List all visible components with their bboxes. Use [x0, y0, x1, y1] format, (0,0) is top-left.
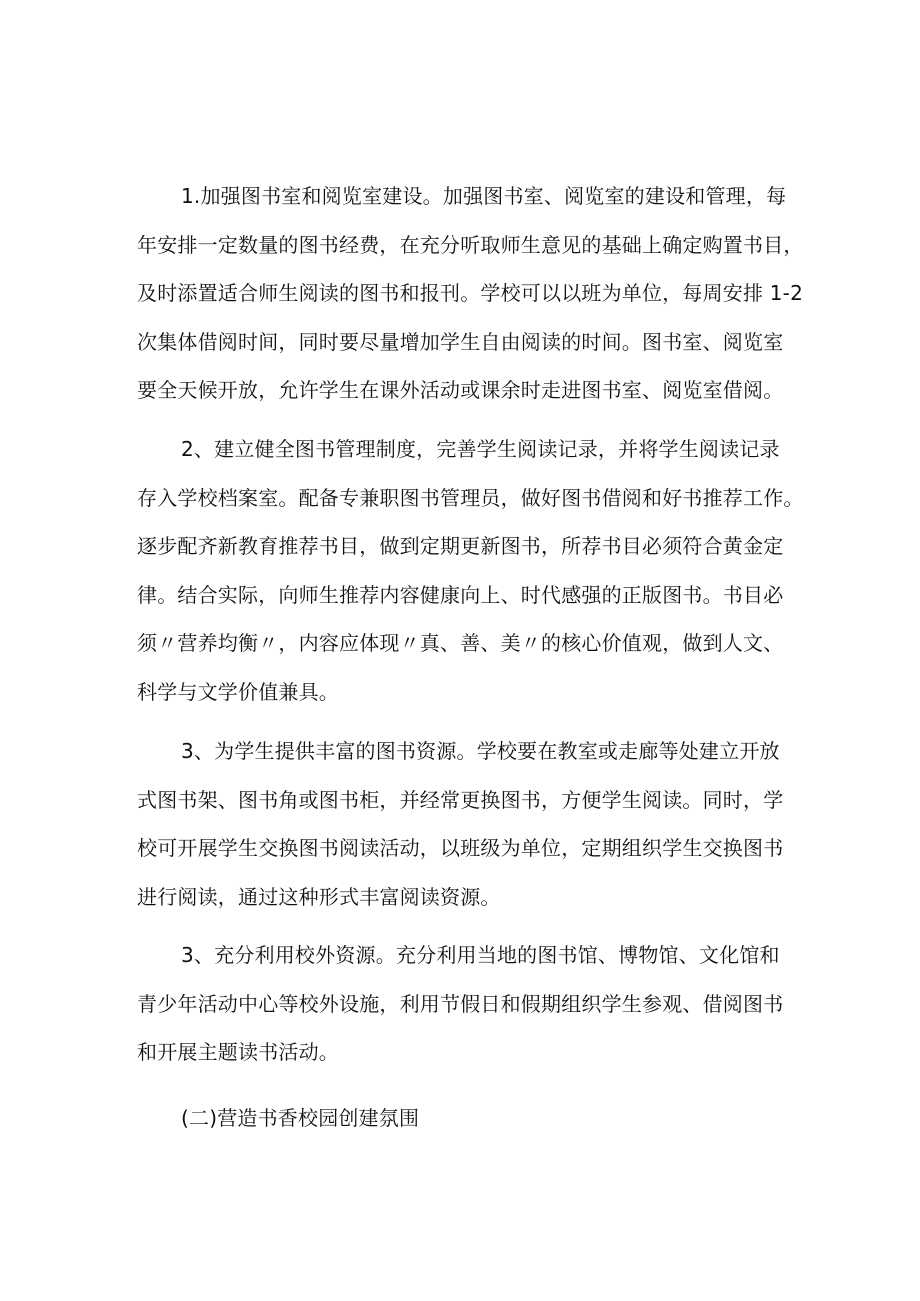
text-line: 年安排一定数量的图书经费，在充分听取师生意见的基础上确定购置书目，: [137, 232, 804, 257]
text-line: 和开展主题读书活动。: [137, 1040, 339, 1064]
text-line: 青少年活动中心等校外设施，利用节假日和假期组织学生参观、借阅图书: [137, 991, 784, 1016]
text-line: 2、建立健全图书管理制度，完善学生阅读记录，并将学生阅读记录: [181, 437, 780, 461]
text-line: 3、充分利用校外资源。充分利用当地的图书馆、博物馆、文化馆和: [181, 943, 780, 967]
text-line: 逐步配齐新教育推荐书目，做到定期更新图书，所荐书目必须符合黄金定: [137, 534, 784, 558]
text-line: 校可开展学生交换图书阅读活动，以班级为单位，定期组织学生交换图书: [137, 836, 784, 860]
text-line: 3、为学生提供丰富的图书资源。学校要在教室或走廊等处建立开放: [181, 739, 780, 763]
text-line: 次集体借阅时间，同时要尽量增加学生自由阅读的时间。图书室、阅览室: [137, 329, 784, 354]
text-line: 要全天候开放，允许学生在课外活动或课余时走进图书室、阅览室借阅。: [137, 378, 784, 402]
paragraph-book-resources: [137, 727, 797, 921]
text-line: 科学与文学价值兼具。: [137, 679, 339, 704]
text-line: 须〃营养均衡〃，内容应体现〃真、善、美〃的核心价值观，做到人文、: [137, 631, 784, 655]
text-line: 及时添置适合师生阅读的图书和报刊。学校可以以班为单位，每周安排 1-2: [137, 281, 804, 305]
paragraph-management-system: [137, 425, 804, 716]
text-line: 1.加强图书室和阅览室建设。加强图书室、阅览室的建设和管理，每: [181, 184, 787, 208]
text-line: 存入学校档案室。配备专兼职图书管理员，做好图书借阅和好书推荐工作。: [137, 485, 804, 510]
section-heading-reading-atmosphere: [137, 1094, 797, 1143]
text-line: 律。结合实际，向师生推荐内容健康向上、时代感强的正版图书。书目必: [137, 582, 784, 607]
paragraph-external-resources: [137, 931, 797, 1077]
text-line: 进行阅读，通过这种形式丰富阅读资源。: [137, 884, 501, 909]
paragraph-library-construction: [137, 172, 804, 415]
text-line: 式图书架、图书角或图书柜，并经常更换图书，方便学生阅读。同时，学: [137, 787, 784, 812]
section-heading: (二)营造书香校园创建氛围: [181, 1106, 420, 1130]
